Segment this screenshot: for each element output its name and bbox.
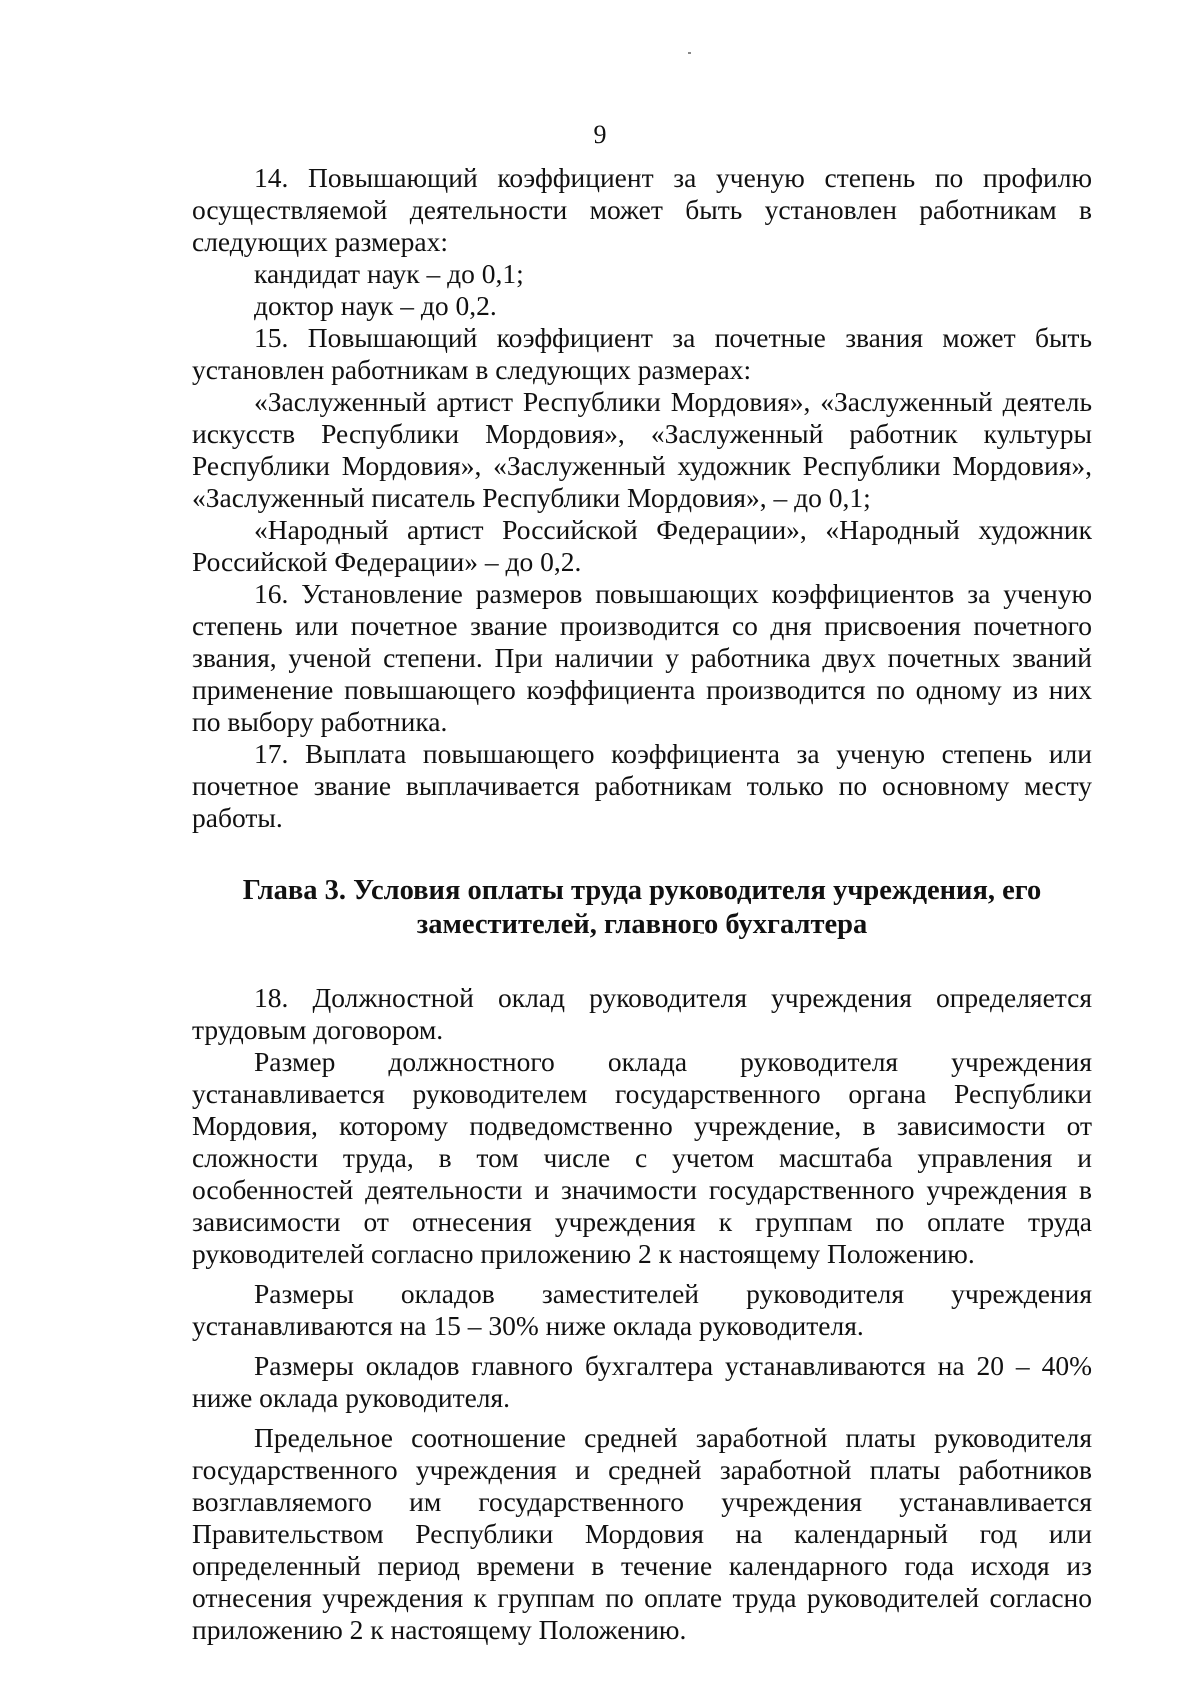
paragraph-15-people-titles: «Народный артист Российской Федерации», «Народный художник Российской Федерации» – до 0,2.: [192, 514, 1092, 577]
paragraph-15: 15. Повышающий коэффициент за почетные звания может быть установлен работникам в следующих размерах:: [192, 322, 1092, 385]
paragraph-18-salary-ratio: Предельное соотношение средней заработной платы руководителя государственного учреждения и средней заработной платы работников возглавляемого им государственного учреждения устанавливается Правительством Республики Мордовия на календарный год или определенный период времени в течение календарного года исходя из отнесения учреждения к группам по оплате труда руководителей согласно приложению 2 к настоящему Положению.: [192, 1422, 1092, 1645]
chapter-heading-line-2: заместителей, главного бухгалтера: [416, 909, 868, 940]
chapter-heading-line-1: Глава 3. Условия оплаты труда руководителя учреждения, его: [242, 875, 1042, 906]
chapter-heading: [192, 874, 1092, 942]
paragraph-14-candidate: кандидат наук – до 0,1;: [254, 258, 524, 289]
paragraph-18-chief-accountant: Размеры окладов главного бухгалтера устанавливаются на 20 – 40% ниже оклада руководителя.: [192, 1350, 1092, 1413]
spacer: [192, 1270, 1092, 1278]
document-body: [192, 162, 1092, 1646]
paragraph-15-honored-titles: «Заслуженный артист Республики Мордовия», «Заслуженный деятель искусств Республики Мордовия», «Заслуженный работник культуры Республики Мордовия», «Заслуженный художник Республики Мордовия», «Заслуженный писатель Республики Мордовия», – до 0,1;: [192, 386, 1092, 513]
scan-speck: [688, 52, 691, 54]
paragraph-17: 17. Выплата повышающего коэффициента за ученую степень или почетное звание выплачивается работникам только по основному месту работы.: [192, 738, 1092, 833]
spacer: [192, 1414, 1092, 1422]
paragraph-18: 18. Должностной оклад руководителя учреждения определяется трудовым договором.: [192, 982, 1092, 1045]
page-number: 9: [593, 120, 607, 149]
paragraph-14: 14. Повышающий коэффициент за ученую степень по профилю осуществляемой деятельности может быть установлен работникам в следующих размерах:: [192, 162, 1092, 257]
paragraph-18-deputies: Размеры окладов заместителей руководителя учреждения устанавливаются на 15 – 30% ниже оклада руководителя.: [192, 1278, 1092, 1341]
paragraph-14-doctor: доктор наук – до 0,2.: [254, 290, 497, 321]
spacer: [192, 1342, 1092, 1350]
paragraph-18-salary-size: Размер должностного оклада руководителя учреждения устанавливается руководителем государственного органа Республики Мордовия, которому подведомственно учреждение, в зависимости от сложности труда, в том числе с учетом масштаба управления и особенностей деятельности и значимости государственного учреждения в зависимости от отнесения учреждения к группам по оплате труда руководителей согласно приложению 2 к настоящему Положению.: [192, 1046, 1092, 1269]
paragraph-16: 16. Установление размеров повышающих коэффициентов за ученую степень или почетное звание производится со дня присвоения почетного звания, ученой степени. При наличии у работника двух почетных званий применение повышающего коэффициента производится по одному из них по выбору работника.: [192, 578, 1092, 737]
